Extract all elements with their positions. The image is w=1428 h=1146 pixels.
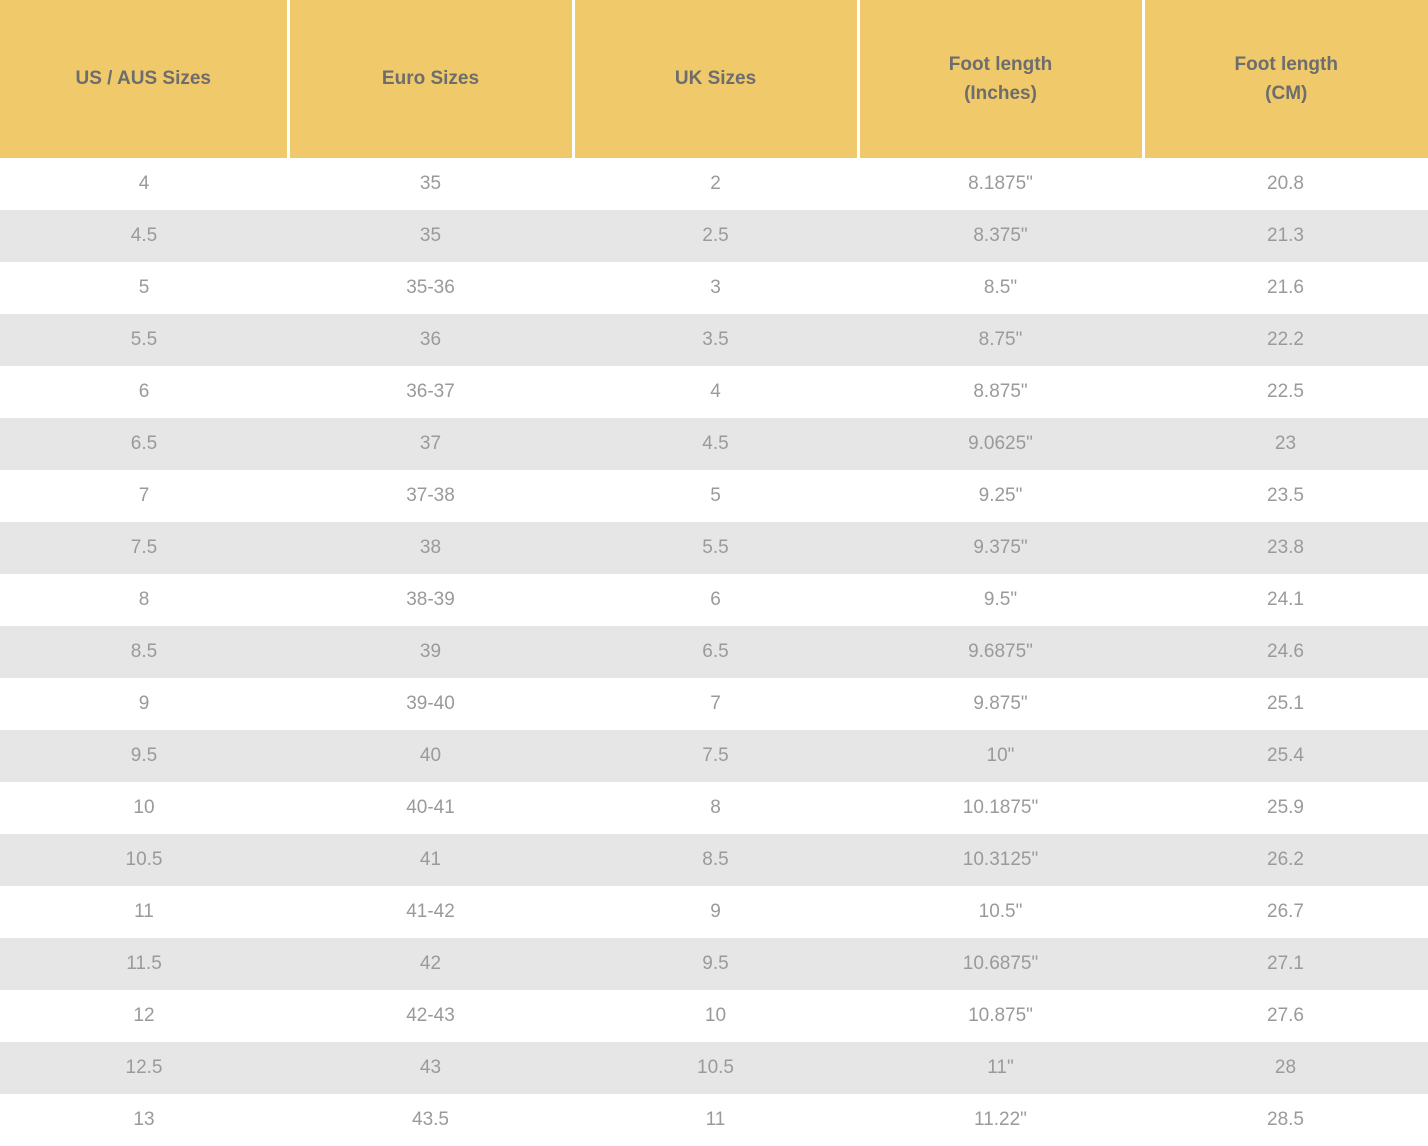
table-cell: 41	[288, 834, 573, 886]
table-cell: 8.5	[0, 626, 288, 678]
table-cell: 2.5	[573, 210, 858, 262]
table-cell: 43	[288, 1042, 573, 1094]
table-cell: 4.5	[0, 210, 288, 262]
table-cell: 27.1	[1143, 938, 1428, 990]
column-header-line: Euro Sizes	[381, 68, 480, 90]
table-cell: 5.5	[0, 314, 288, 366]
table-cell: 12	[0, 990, 288, 1042]
table-cell: 11	[573, 1094, 858, 1146]
table-row	[0, 782, 1428, 834]
table-cell: 7.5	[573, 730, 858, 782]
table-cell: 9.5	[0, 730, 288, 782]
table-cell: 12.5	[0, 1042, 288, 1094]
table-cell: 11.5	[0, 938, 288, 990]
table-cell: 6	[0, 366, 288, 418]
table-cell: 9.25"	[858, 470, 1143, 522]
table-cell: 40-41	[288, 782, 573, 834]
table-cell: 10.5"	[858, 886, 1143, 938]
table-cell: 25.9	[1143, 782, 1428, 834]
table-cell: 10	[573, 990, 858, 1042]
table-row	[0, 626, 1428, 678]
table-cell: 6.5	[0, 418, 288, 470]
header-row	[0, 0, 1428, 158]
table-cell: 39-40	[288, 678, 573, 730]
column-header-line: UK Sizes	[674, 68, 757, 90]
table-cell: 2	[573, 158, 858, 210]
table-cell: 24.1	[1143, 574, 1428, 626]
table-cell: 25.4	[1143, 730, 1428, 782]
table-cell: 11"	[858, 1042, 1143, 1094]
table-cell: 42	[288, 938, 573, 990]
table-row	[0, 678, 1428, 730]
table-cell: 41-42	[288, 886, 573, 938]
table-cell: 9.6875"	[858, 626, 1143, 678]
column-header-4	[1143, 0, 1428, 158]
table-cell: 3	[573, 262, 858, 314]
table-cell: 26.2	[1143, 834, 1428, 886]
table-cell: 5	[0, 262, 288, 314]
column-header-2	[573, 0, 858, 158]
table-cell: 11	[0, 886, 288, 938]
table-cell: 37	[288, 418, 573, 470]
table-row	[0, 990, 1428, 1042]
table-row	[0, 1094, 1428, 1146]
table-cell: 7.5	[0, 522, 288, 574]
table-cell: 6	[573, 574, 858, 626]
table-cell: 9.375"	[858, 522, 1143, 574]
table-row	[0, 262, 1428, 314]
table-cell: 28.5	[1143, 1094, 1428, 1146]
table-row	[0, 886, 1428, 938]
table-cell: 4.5	[573, 418, 858, 470]
table-cell: 4	[573, 366, 858, 418]
table-cell: 28	[1143, 1042, 1428, 1094]
table-row	[0, 574, 1428, 626]
table-cell: 3.5	[573, 314, 858, 366]
table-row	[0, 730, 1428, 782]
table-cell: 7	[0, 470, 288, 522]
table-cell: 8	[0, 574, 288, 626]
table-body	[0, 158, 1428, 1146]
table-cell: 8.75"	[858, 314, 1143, 366]
table-cell: 42-43	[288, 990, 573, 1042]
table-cell: 37-38	[288, 470, 573, 522]
table-cell: 10.5	[0, 834, 288, 886]
table-cell: 35	[288, 158, 573, 210]
table-cell: 10"	[858, 730, 1143, 782]
column-header-line: (Inches)	[964, 83, 1037, 104]
table-row	[0, 834, 1428, 886]
table-row	[0, 470, 1428, 522]
table-cell: 22.5	[1143, 366, 1428, 418]
table-cell: 27.6	[1143, 990, 1428, 1042]
column-header-line: Foot length	[1234, 53, 1338, 75]
table-cell: 9	[573, 886, 858, 938]
column-header-line: Foot length	[948, 53, 1053, 75]
table-cell: 8	[573, 782, 858, 834]
table-cell: 24.6	[1143, 626, 1428, 678]
table-cell: 9	[0, 678, 288, 730]
table-cell: 8.1875"	[858, 158, 1143, 210]
table-cell: 4	[0, 158, 288, 210]
table-cell: 38	[288, 522, 573, 574]
table-row	[0, 938, 1428, 990]
table-cell: 9.0625"	[858, 418, 1143, 470]
table-cell: 23.8	[1143, 522, 1428, 574]
table-cell: 43.5	[288, 1094, 573, 1146]
table-cell: 21.6	[1143, 262, 1428, 314]
table-cell: 10.6875"	[858, 938, 1143, 990]
table-cell: 10.1875"	[858, 782, 1143, 834]
table-row	[0, 1042, 1428, 1094]
column-header-line: US / AUS Sizes	[75, 68, 211, 90]
table-cell: 25.1	[1143, 678, 1428, 730]
table-cell: 23.5	[1143, 470, 1428, 522]
column-header-1	[288, 0, 573, 158]
table-cell: 8.375"	[858, 210, 1143, 262]
table-cell: 36-37	[288, 366, 573, 418]
table-cell: 7	[573, 678, 858, 730]
table-cell: 8.875"	[858, 366, 1143, 418]
table-cell: 26.7	[1143, 886, 1428, 938]
table-row	[0, 522, 1428, 574]
table-cell: 5.5	[573, 522, 858, 574]
table-row	[0, 314, 1428, 366]
table-cell: 10.875"	[858, 990, 1143, 1042]
table-cell: 21.3	[1143, 210, 1428, 262]
table-cell: 22.2	[1143, 314, 1428, 366]
table-row	[0, 418, 1428, 470]
table-cell: 8.5"	[858, 262, 1143, 314]
table-row	[0, 158, 1428, 210]
column-header-0	[0, 0, 288, 158]
table-cell: 38-39	[288, 574, 573, 626]
table-cell: 9.5"	[858, 574, 1143, 626]
table-cell: 13	[0, 1094, 288, 1146]
table-cell: 35-36	[288, 262, 573, 314]
table-cell: 9.875"	[858, 678, 1143, 730]
table-cell: 20.8	[1143, 158, 1428, 210]
table-cell: 10.5	[573, 1042, 858, 1094]
table-cell: 5	[573, 470, 858, 522]
table-cell: 10	[0, 782, 288, 834]
table-row	[0, 210, 1428, 262]
column-header-3	[858, 0, 1143, 158]
table-row	[0, 366, 1428, 418]
table-cell: 40	[288, 730, 573, 782]
column-header-line: (CM)	[1265, 83, 1308, 104]
table-cell: 35	[288, 210, 573, 262]
table-cell: 39	[288, 626, 573, 678]
table-cell: 11.22"	[858, 1094, 1143, 1146]
table-cell: 10.3125"	[858, 834, 1143, 886]
table-cell: 8.5	[573, 834, 858, 886]
table-cell: 6.5	[573, 626, 858, 678]
table-cell: 36	[288, 314, 573, 366]
table-cell: 23	[1143, 418, 1428, 470]
table-cell: 9.5	[573, 938, 858, 990]
table-header	[0, 0, 1428, 158]
